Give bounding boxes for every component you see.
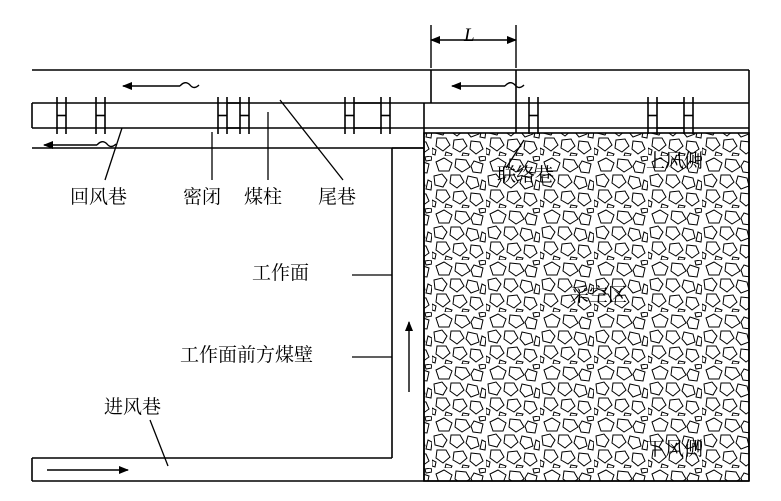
label-downwind-side: 下风侧 — [646, 439, 704, 460]
label-goaf: 采空区 — [570, 285, 628, 306]
dimension-label-L: L — [464, 25, 475, 46]
goaf-area — [424, 133, 749, 481]
label-intake-airway: 进风巷 — [104, 397, 162, 418]
label-seal: 密闭 — [183, 187, 222, 208]
label-connecting-roadway: 联络巷 — [497, 165, 555, 186]
label-coal-pillar: 煤柱 — [244, 187, 283, 208]
label-coal-wall-ahead: 工作面前方煤壁 — [180, 345, 314, 366]
label-upwind-side: 上风侧 — [646, 151, 704, 172]
label-return-airway: 回风巷 — [70, 187, 128, 208]
label-working-face: 工作面 — [252, 263, 310, 284]
label-tail-entry: 尾巷 — [318, 187, 357, 208]
